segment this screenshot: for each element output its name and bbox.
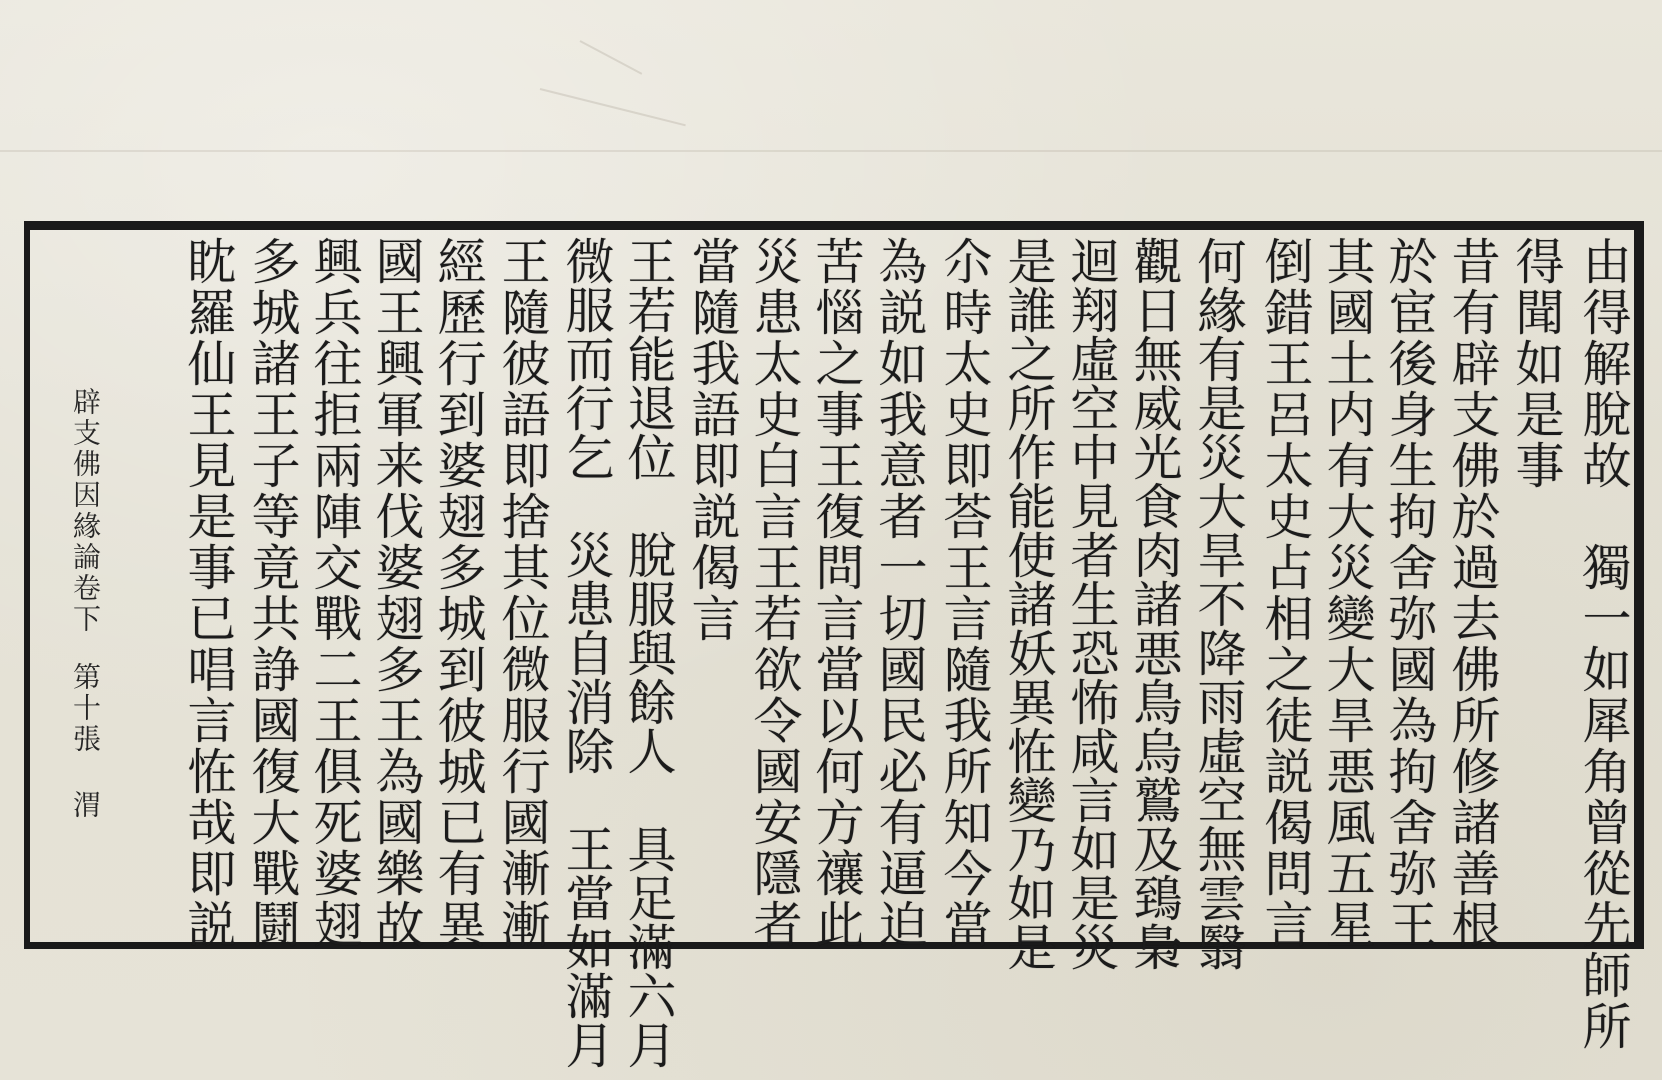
paper-fold-line [0, 150, 1662, 152]
paper-scratch [580, 40, 643, 75]
text-column-3: 昔有辟支佛於過去佛所修諸善根 [1444, 236, 1501, 950]
text-column-17: 微服而行乞 災患自消除 王當如滿月 [558, 236, 615, 1069]
leaf-number: 第十張 [69, 662, 102, 755]
text-column-11: 尒時太史即荅王言隨我所知今當 [936, 236, 993, 950]
text-column-19: 經歷行到婆翅多城到彼城已有異 [430, 236, 487, 950]
paper-scratch [540, 88, 686, 126]
text-column-7: 何緣有是災大旱不降雨虛空無雲翳 [1190, 236, 1247, 971]
carver-mark: 渭 [69, 790, 102, 818]
margin-title: 辟支佛因緣論卷下 [69, 387, 102, 635]
text-column-22: 多城諸王子等竟共諍國復大戰鬪 [244, 236, 301, 950]
text-column-6: 倒錯王呂太史占相之徒説偈問言 [1257, 236, 1314, 950]
text-column-2: 得聞如是事 [1508, 236, 1565, 491]
text-column-9: 迴翔虛空中見者生恐怖咸言如是災 [1063, 236, 1120, 971]
text-column-18: 王隨彼語即捨其位微服行國漸漸 [494, 236, 551, 950]
text-column-1: 由得解脫故 獨一如犀角曾從先師所 [1575, 236, 1632, 1052]
text-column-14: 災患太史白言王若欲令國安隱者 [746, 236, 803, 950]
text-column-12: 為説如我意者一切國民必有逼迫 [871, 236, 928, 950]
text-column-23: 眈羅仙王見是事已唱言恠哉即説 [180, 236, 237, 950]
text-column-16: 王若能退位 脫服與餘人 具足滿六月 [620, 236, 677, 1069]
text-column-13: 苦惱之事王復問言當以何方禳此 [808, 236, 865, 950]
text-column-20: 國王興軍来伐婆翅多王為國樂故 [368, 236, 425, 950]
text-column-4: 於宦後身生拘舍弥國為拘舍弥王 [1381, 236, 1438, 950]
text-column-10: 是誰之所作能使諸妖異恠變乃如是 [1000, 236, 1057, 971]
text-column-21: 興兵往拒兩陣交戰二王俱死婆翅 [306, 236, 363, 950]
text-column-8: 觀日無威光食肉諸悪鳥烏鷲及鵄梟 [1126, 236, 1183, 971]
text-column-15: 當隨我語即説偈言 [684, 236, 741, 644]
text-column-5: 其國土内有大災變大旱悪風五星 [1319, 236, 1376, 950]
